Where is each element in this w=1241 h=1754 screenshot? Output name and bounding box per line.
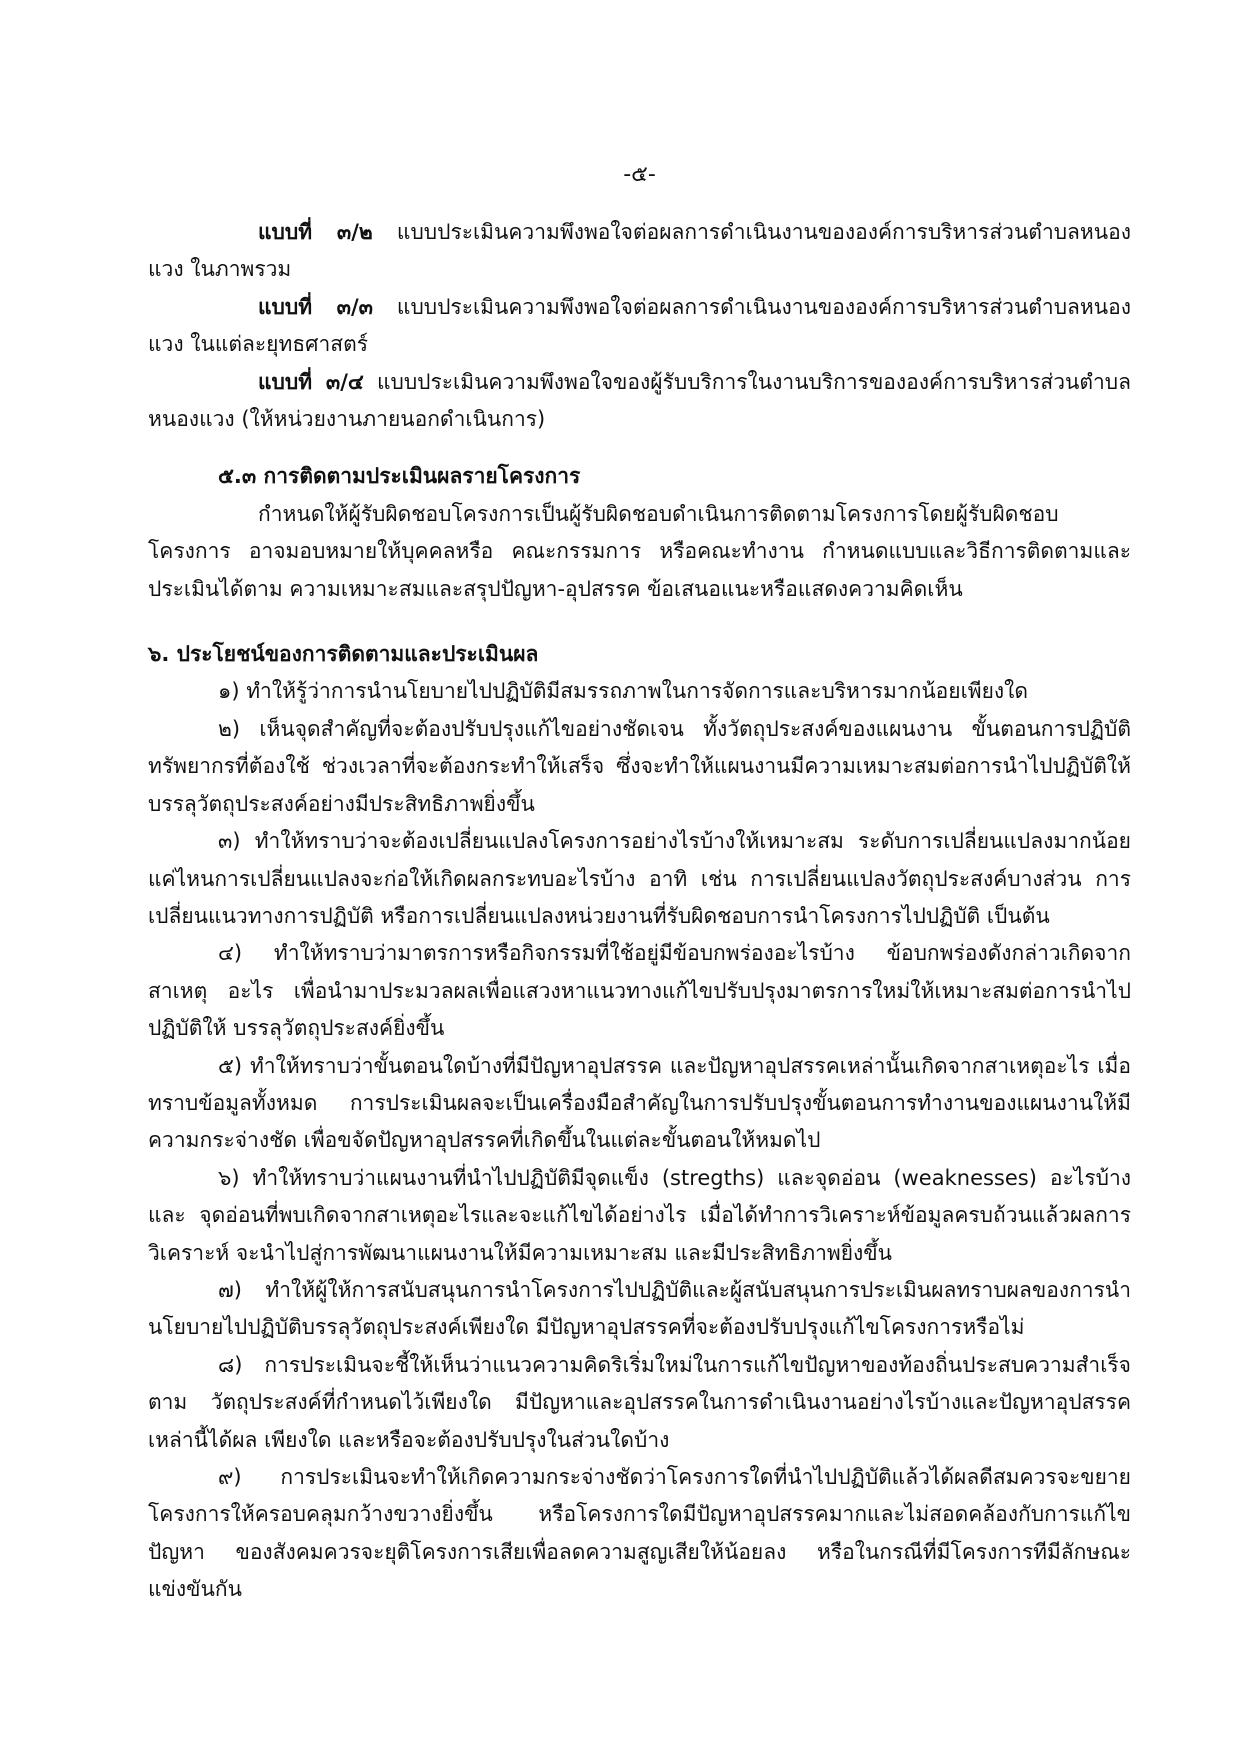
benefit-item-6: ๖) ทำให้ทราบว่าแผนงานที่นำไปปฏิบัติมีจุดแข็ง (stregths) และจุดอ่อน (weaknesses) อะไรบ้างและ จุดอ่อนที่พบเกิดจากสาเหตุอะไรและจะแก้ไขได้อย่างไร เมื่อได้ทำการวิเคราะห์ข้อมูลครบถ้วนแล้วผลการวิเคราะห์ จะนำไปสู่การพัฒนาแผนงานให้มีความเหมาะสม และมีประสิทธิภาพยิ่งขึ้น xyxy=(148,1165,1131,1265)
form-description: แบบประเมินความพึงพอใจต่อผลการดำเนินงานขององค์การบริหารส่วนตำบลหนองแวง ในภาพรวม xyxy=(148,220,1131,282)
form-description: แบบประเมินความพึงพอใจของผู้รับบริการในงานบริการขององค์การบริหารส่วนตำบล หนองแวง (ให้หน่วยงานภายนอกดำเนินการ) xyxy=(148,369,1131,432)
benefit-item-2: ๒) เห็นจุดสำคัญที่จะต้องปรับปรุงแก้ไขอย่างชัดเจน ทั้งวัตถุประสงค์ของแผนงาน ขั้นตอนการปฏิบัติ ทรัพยากรที่ต้องใช้ ช่วงเวลาที่จะต้องกระทำให้เสร็จ ซึ่งจะทำให้แผนงานมีความเหมาะสมต่อการนำไปปฏิบัติให้ บรรลุวัตถุประสงค์อย่างมีประสิทธิภาพยิ่งขึ้น xyxy=(148,716,1131,816)
spacer xyxy=(148,608,1131,636)
benefit-item-9: ๙) การประเมินจะทำให้เกิดความกระจ่างชัดว่าโครงการใดที่นำไปปฏิบัติแล้วได้ผลดีสมควรจะขยาย โครงการให้ครอบคลุมกว้างขวางยิ่งขึ้น หรือโครงการใดมีปัญหาอุปสรรคมากและไม่สอดคล้องกับการแก้ไขปัญหา ของสังคมควรจะยุติโครงการเสียเพื่อลดความสูญเสียให้น้อยลง หรือในกรณีที่มีโครงการทีมีลักษณะแข่งขันกัน xyxy=(148,1465,1131,1602)
page-number: -๕- xyxy=(623,162,656,187)
benefit-item-1: ๑) ทำให้รู้ว่าการนำนโยบายไปปฏิบัติมีสมรรถภาพในการจัดการและบริหารมากน้อยเพียงใด xyxy=(218,679,1029,704)
benefit-item-8: ๘) การประเมินจะชี้ให้เห็นว่าแนวความคิดริเริ่มใหม่ในการแก้ไขปัญหาของท้องถิ่นประสบความสำเร็จตาม วัตถุประสงค์ที่กำหนดไว้เพียงใด มีปัญหาและอุปสรรคในการดำเนินงานอย่างไรบ้างและปัญหาอุปสรรคเหล่านี้ได้ผล เพียงใด และหรือจะต้องปรับปรุงในส่วนใดบ้าง xyxy=(148,1352,1131,1452)
spacer xyxy=(148,438,1131,458)
form-description: แบบประเมินความพึงพอใจต่อผลการดำเนินงานขององค์การบริหารส่วนตำบลหนองแวง ในแต่ละยุทธศาสตร์ xyxy=(148,294,1131,357)
benefit-item-5: ๕) ทำให้ทราบว่าขั้นตอนใดบ้างที่มีปัญหาอุปสรรค และปัญหาอุปสรรคเหล่านั้นเกิดจากสาเหตุอะไร เมื่อทราบข้อมูลทั้งหมด การประเมินผลจะเป็นเครื่องมือสำคัญในการปรับปรุงขั้นตอนการทำงานของแผนงานให้มี ความกระจ่างชัด เพื่อขจัดปัญหาอุปสรรคที่เกิดขึ้นในแต่ละขั้นตอนให้หมดไป xyxy=(148,1053,1131,1153)
form-3-4-paragraph xyxy=(148,364,1131,439)
form-3-3-paragraph xyxy=(148,289,1131,364)
benefit-item-3: ๓) ทำให้ทราบว่าจะต้องเปลี่ยนแปลงโครงการอย่างไรบ้างให้เหมาะสม ระดับการเปลี่ยนแปลงมากน้อย แค่ไหนการเปลี่ยนแปลงจะก่อให้เกิดผลกระทบอะไรบ้าง อาทิ เช่น การเปลี่ยนแปลงวัตถุประสงค์บางส่วน การเปลี่ยนแนวทางการปฏิบัติ หรือการเปลี่ยนแปลงหน่วยงานที่รับผิดชอบการนำโครงการไปปฏิบัติ เป็นต้น xyxy=(148,829,1131,928)
form-label: แบบที่ ๓/๔ xyxy=(258,369,364,394)
form-label: แบบที่ ๓/๓ xyxy=(258,294,373,319)
benefit-item-7: ๗) ทำให้ผู้ให้การสนับสนุนการนำโครงการไปปฏิบัติและผู้สนับสนุนการประเมินผลทราบผลของการนำ นโยบายไปปฏิบัติบรรลุวัตถุประสงค์เพียงใด มีปัญหาอุปสรรคที่จะต้องปรับปรุงแก้ไขโครงการหรือไม่ xyxy=(148,1277,1131,1340)
section-6-heading: ๖. ประโยชน์ของการติดตามและประเมินผล xyxy=(148,642,539,667)
form-3-2-paragraph xyxy=(148,214,1131,289)
section-5-3-body: กำหนดให้ผู้รับผิดชอบโครงการเป็นผู้รับผิดชอบดำเนินการติดตามโครงการโดยผู้รับผิดชอบโครงการ อาจมอบหมายให้บุคคลหรือ คณะกรรมการ หรือคณะทำงาน กำหนดแบบและวิธีการติดตามและประเมินได้ตาม ความเหมาะสมและสรุปปัญหา-อุปสรรค ข้อเสนอแนะหรือแสดงความคิดเห็น xyxy=(148,501,1131,601)
section-5-3-heading: ๕.๓ การติดตามประเมินผลรายโครงการ xyxy=(218,464,581,489)
benefit-item-4: ๔) ทำให้ทราบว่ามาตรการหรือกิจกรรมที่ใช้อยู่มีข้อบกพร่องอะไรบ้าง ข้อบกพร่องดังกล่าวเกิดจากสาเหตุ อะไร เพื่อนำมาประมวลผลเพื่อแสวงหาแนวทางแก้ไขปรับปรุงมาตรการใหม่ให้เหมาะสมต่อการนำไปปฏิบัติให้ บรรลุวัตถุประสงค์ยิ่งขึ้น xyxy=(148,941,1131,1041)
form-label: แบบที่ ๓/๒ xyxy=(258,220,373,244)
